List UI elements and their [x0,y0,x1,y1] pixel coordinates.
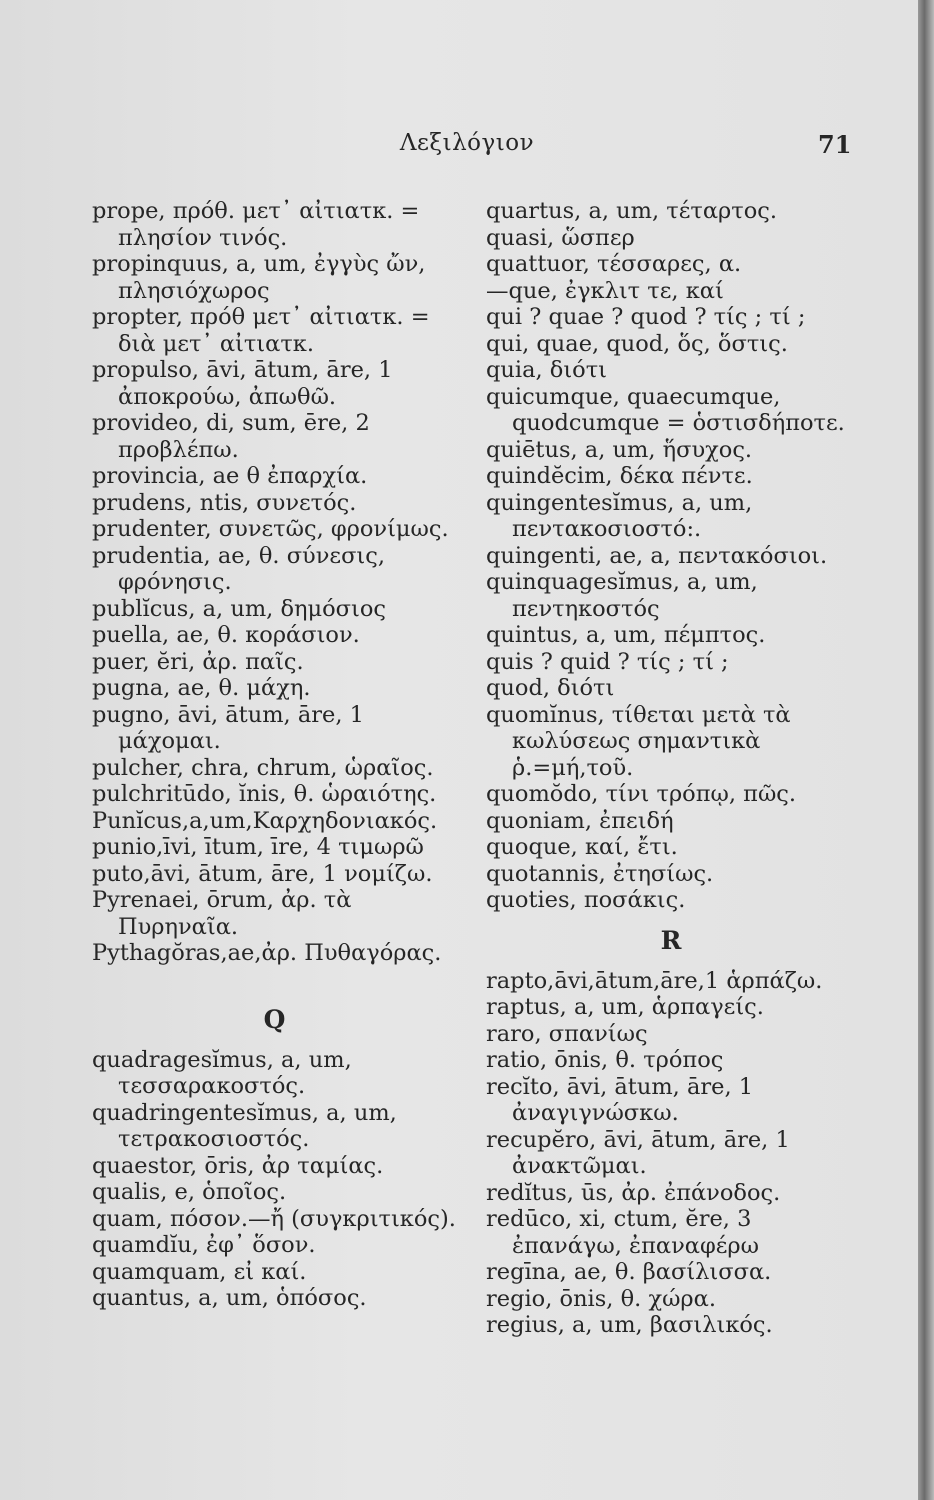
page-edge [918,0,934,1500]
entries-q-left [92,1047,457,1312]
dictionary-entry: prope, πρόθ. μετ᾽ αἰτιατκ. = πλησίον τινός. [92,198,420,251]
dictionary-entry: provincia, ae θ ἐπαρχία. [92,463,368,489]
dictionary-entry: puer, ĕri, ἀρ. παῖς. [92,648,304,675]
entries-p [92,198,457,967]
dictionary-entry: —que, ἐγκλιτ τε, καί [486,277,724,304]
dictionary-entry: qui ? quae ? quod ? τίς ; τί ; [486,304,806,330]
dictionary-entry: quintus, a, um, πέμπτος. [486,622,766,648]
right-column [486,198,856,1339]
dictionary-entry: ratio, ōnis, θ. τρόπος [486,1047,724,1073]
dictionary-entry: raptus, a, um, ἁρπαγείς. [486,994,764,1020]
dictionary-entry: propinquus, a, um, ἐγγὺς ὤν, πλησιόχωρος [92,251,426,304]
dictionary-entry: quasi, ὥσπερ [486,224,635,251]
dictionary-entry: quicumque, quaecumque, quodcumque = ὁστισδήποτε. [486,383,845,436]
dictionary-entry: quamdĭu, ἐφ᾽ ὅσον. [92,1232,316,1258]
dictionary-entry: rapto,āvi,ātum,āre,1 ἁρπάζω. [486,967,823,994]
dictionary-entry: prudentia, ae, θ. σύνεσις, φρόνησις. [92,542,386,595]
dictionary-entry: quindĕcim, δέκα πέντε. [486,463,753,489]
letter-heading-r: R [660,925,682,955]
dictionary-entry: quantus, a, um, ὁπόσος. [92,1285,367,1311]
dictionary-entry: Pyrenaei, ōrum, ἀρ. τὰ Πυρηναῖα. [92,887,352,940]
entries-q-right [486,198,856,914]
dictionary-entry: quoties, ποσάκις. [486,887,686,913]
dictionary-entry: regio, ōnis, θ. χώρα. [486,1285,717,1312]
dictionary-entry: regius, a, um, βασιλικός. [486,1312,773,1338]
dictionary-entry: qualis, e, ὁποῖος. [92,1179,287,1205]
dictionary-entry: quartus, a, um, τέταρτος. [486,198,778,224]
letter-heading-q: Q [263,1004,286,1034]
dictionary-entry: propulso, āvi, ātum, āre, 1 ἀποκρούω, ἀπωθῶ. [92,357,393,410]
page-number: 71 [818,130,852,159]
dictionary-entry: prudenter, συνετῶς, φρονίμως. [92,516,449,542]
dictionary-entry: quis ? quid ? τίς ; τί ; [486,648,729,675]
dictionary-entry: recĭto, āvi, ātum, āre, 1 ἀναγιγνώσκω. [486,1073,754,1126]
dictionary-entry: redūco, xi, ctum, ĕre, 3 ἐπανάγω, ἐπαναφέρω [486,1206,759,1259]
dictionary-entry: quingentesĭmus, a, um, πεντακοσιοστό:. [486,489,753,542]
dictionary-entry: puella, ae, θ. κοράσιον. [92,622,360,648]
dictionary-entry: regīna, ae, θ. βασίλισσα. [486,1259,772,1285]
dictionary-entry: redĭtus, ūs, ἀρ. ἐπάνοδος. [486,1179,781,1206]
dictionary-entry: punio,īvi, ītum, īre, 4 τιμωρῶ [92,834,424,860]
dictionary-entry: recupĕro, āvi, ātum, āre, 1 ἀνακτῶμαι. [486,1126,790,1179]
dictionary-entry: qui, quae, quod, ὅς, ὅστις. [486,330,788,357]
page-header-title: Λεξιλόγιον [399,130,535,156]
dictionary-entry: quoniam, ἐπειδή [486,807,674,834]
dictionary-entry: quingenti, ae, a, πεντακόσιοι. [486,542,828,569]
dictionary-entry: pulchritūdo, ĭnis, θ. ὡραιότης. [92,781,437,807]
dictionary-entry: provideo, di, sum, ēre, 2 προβλέπω. [92,410,370,463]
dictionary-entry: Punĭcus,a,um,Καρχηδονιακός. [92,807,438,834]
dictionary-entry: pugno, āvi, ātum, āre, 1 μάχομαι. [92,701,364,754]
dictionary-entry: quaestor, ōris, ἀρ ταμίας. [92,1152,384,1179]
dictionary-entry: Pythagŏras,ae,ἀρ. Πυθαγόρας. [92,940,442,966]
dictionary-entry: quotannis, ἐτησίως. [486,860,714,887]
dictionary-entry: quattuor, τέσσαρες, α. [486,251,742,277]
dictionary-entry: quia, διότι [486,357,607,383]
dictionary-entry: quoque, καί, ἔτι. [486,834,678,860]
dictionary-entry: quadringentesĭmus, a, um, τετρακοσιοστός. [92,1099,397,1152]
dictionary-entry: prudens, ntis, συνετός. [92,489,357,516]
dictionary-entry: publĭcus, a, um, δημόσιος [92,595,387,622]
dictionary-entry: pulcher, chra, chrum, ὡραῖος. [92,754,434,781]
dictionary-entry: quiētus, a, um, ἥσυχος. [486,436,753,463]
dictionary-entry: quod, διότι [486,675,615,701]
dictionary-entry: quamquam, εἰ καί. [92,1258,307,1285]
dictionary-entry: quomĭnus, τίθεται μετὰ τὰ κωλύσεως σημαντικὰ ῥ.=μή,τοῦ. [486,701,791,781]
dictionary-entry: raro, σπανίως [486,1020,648,1047]
left-column [92,198,457,1312]
dictionary-entry: quomŏdo, τίνι τρόπῳ, πῶς. [486,781,797,807]
dictionary-entry: propter, πρόθ μετ᾽ αἰτιατκ. = διὰ μετ᾽ αἰτιατκ. [92,304,430,357]
dictionary-entry: quinquagesĭmus, a, um, πεντηκοστός [486,569,758,622]
entries-r [486,968,856,1339]
dictionary-entry: quadragesĭmus, a, um, τεσσαρακοστός. [92,1046,352,1099]
dictionary-entry: pugna, ae, θ. μάχη. [92,675,311,701]
dictionary-entry: puto,āvi, ātum, āre, 1 νομίζω. [92,860,433,887]
dictionary-entry: quam, πόσον.—ἤ (συγκριτικός). [92,1205,456,1232]
